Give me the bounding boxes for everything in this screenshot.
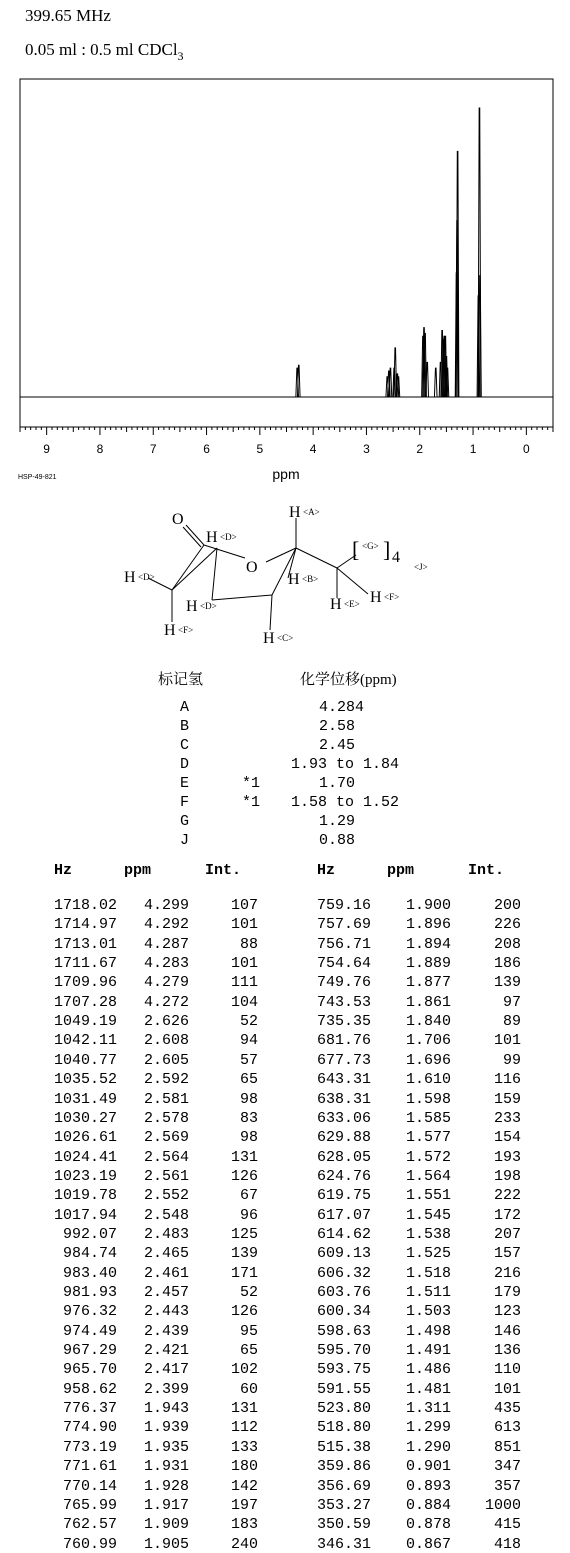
peak-table-cell: 1023.19: [53, 1167, 117, 1185]
peak-table-cell: 1.917: [143, 1496, 189, 1514]
peak-table-cell: 965.70: [62, 1361, 117, 1379]
peak-table-header: ppm: [124, 862, 152, 879]
peak-table-cell: 629.88: [316, 1129, 371, 1147]
peak-table-cell: 749.76: [316, 974, 371, 992]
h-f-right: H: [370, 589, 382, 606]
peak-table-cell: 2.592: [143, 1071, 189, 1089]
peak-table-cell: 171: [230, 1264, 258, 1282]
peak-table-cell: 2.439: [143, 1322, 189, 1340]
assignment-shift: 1.93 to 1.84: [291, 756, 400, 773]
peak-table-cell: 0.884: [405, 1496, 451, 1514]
peak-table-cell: 240: [230, 1535, 258, 1553]
peak-table-cell: 1.943: [143, 1400, 189, 1418]
peak-table-cell: 159: [493, 1090, 521, 1108]
spectrometer-frequency: 399.65 MHz: [25, 6, 111, 25]
peak-table-cell: 765.99: [62, 1496, 117, 1514]
peak-table-cell: 1.861: [405, 993, 451, 1011]
assignment-label: C: [180, 737, 190, 754]
peak-table-cell: 1.299: [405, 1419, 451, 1437]
peak-table-cell: 1.909: [143, 1516, 189, 1534]
peak-table-cell: 94: [239, 1032, 258, 1050]
peak-table-cell: 1.706: [405, 1032, 451, 1050]
assignment-shift: 0.88: [319, 832, 356, 849]
peak-table-cell: 743.53: [316, 993, 371, 1011]
peak-table-cell: 65: [239, 1071, 258, 1089]
peak-table-cell: 1017.94: [53, 1206, 117, 1224]
x-tick-label: 5: [256, 442, 264, 456]
peak-table-cell: 1713.01: [53, 935, 117, 953]
peak-table-cell: 1.935: [143, 1438, 189, 1456]
x-tick-label: 3: [363, 442, 370, 456]
peak-table-cell: 1.511: [405, 1284, 451, 1301]
peak-table-cell: 136: [493, 1342, 521, 1360]
peak-table-cell: 638.31: [316, 1090, 371, 1108]
peak-table-cell: 1.481: [405, 1380, 451, 1398]
h-d-top-tag: <D>: [220, 532, 237, 542]
peak-table-header: Hz: [317, 862, 336, 879]
peak-table-cell: 2.552: [143, 1187, 189, 1205]
h-a: H: [289, 504, 301, 521]
peak-table-cell: 515.38: [316, 1438, 371, 1456]
peak-table-cell: 2.581: [143, 1090, 189, 1108]
peak-table-cell: 593.75: [316, 1361, 371, 1379]
x-tick-label: 2: [416, 442, 424, 456]
peak-table-cell: 52: [239, 1013, 258, 1031]
x-axis-label: ppm: [272, 466, 300, 482]
peak-table-cell: 125: [230, 1225, 258, 1243]
peak-table-cell: 126: [230, 1167, 258, 1185]
peak-table-cell: 756.71: [316, 935, 371, 953]
peak-table-cell: 180: [230, 1458, 258, 1476]
x-tick-label: 8: [96, 442, 104, 456]
peak-table-cell: 1.564: [405, 1167, 451, 1185]
assignment-shift: 2.45: [319, 737, 356, 754]
assignment-shift: 1.58 to 1.52: [291, 794, 400, 811]
peak-table-cell: 1.585: [405, 1109, 451, 1127]
peak-table-cell: 1714.97: [53, 916, 117, 934]
peak-table-cell: 1.894: [405, 935, 451, 953]
spectrum-id: HSP-49-821: [18, 474, 57, 481]
peak-table-cell: 598.63: [316, 1322, 371, 1340]
assignment-shift: 1.29: [319, 813, 356, 830]
peak-table-cell: 347: [493, 1458, 521, 1476]
peak-table-cell: 2.483: [143, 1225, 189, 1243]
h-d-left: H: [124, 569, 136, 586]
peak-table-cell: 1.545: [405, 1206, 451, 1224]
peak-table-cell: 2.399: [143, 1380, 189, 1398]
peak-table-cell: 1019.78: [53, 1187, 117, 1205]
peak-table-cell: 65: [239, 1342, 258, 1360]
peak-table-cell: 359.86: [316, 1458, 371, 1476]
peak-table-cell: 958.62: [62, 1380, 117, 1398]
peak-table-cell: 200: [493, 897, 521, 914]
h-e-tag: <E>: [344, 599, 360, 609]
h-c: H: [263, 630, 275, 647]
peak-table-cell: 4.292: [143, 916, 189, 934]
peak-table-cell: 111: [230, 974, 258, 992]
peak-table-cell: 760.99: [62, 1535, 117, 1553]
peak-table-cell: 1035.52: [53, 1071, 117, 1089]
peak-table-cell: 762.57: [62, 1516, 117, 1534]
peak-table-cell: 126: [230, 1303, 258, 1321]
peak-table-cell: 123: [493, 1303, 521, 1321]
x-tick-label: 7: [149, 442, 157, 456]
assignment-label: J: [180, 832, 190, 849]
peak-table-cell: 4.272: [143, 993, 189, 1011]
peak-table-cell: 754.64: [316, 955, 371, 973]
peak-table-cell: 0.878: [405, 1516, 451, 1534]
peak-table-cell: 1.577: [405, 1129, 451, 1147]
peak-table-cell: 4.283: [143, 955, 189, 973]
peak-table-cell: 681.76: [316, 1032, 371, 1050]
peak-table-cell: 1042.11: [53, 1032, 117, 1050]
sample-text: 0.05 ml : 0.5 ml CDCl: [25, 40, 178, 59]
peak-table-cell: 104: [230, 993, 258, 1011]
peak-table-cell: 1030.27: [53, 1109, 117, 1127]
molecule-structure: [0, 0, 570, 660]
peak-table-cell: 157: [493, 1245, 521, 1263]
peak-table-cell: 976.32: [62, 1303, 117, 1321]
peak-table-cell: 1711.67: [53, 955, 117, 973]
peak-table-header: Int.: [468, 862, 505, 879]
bracket-open: [: [352, 537, 360, 562]
peak-table-cell: 52: [239, 1284, 258, 1301]
peak-table-cell: 1.538: [405, 1225, 451, 1243]
peak-table-cell: 2.564: [143, 1148, 189, 1166]
peak-table-cell: 179: [493, 1284, 521, 1301]
peak-table-cell: 851: [493, 1438, 521, 1456]
peak-table-cell: 974.49: [62, 1322, 117, 1340]
peak-table-cell: 435: [493, 1400, 521, 1418]
peak-table-cell: 346.31: [316, 1535, 371, 1553]
peak-table-cell: 131: [230, 1148, 258, 1166]
peak-table-cell: 116: [493, 1071, 521, 1089]
peak-table-cell: 0.901: [405, 1458, 451, 1476]
peak-table-cell: 1.518: [405, 1264, 451, 1282]
x-tick-label: 6: [203, 442, 210, 456]
x-tick-label: 9: [43, 442, 50, 456]
peak-table-cell: 1.572: [405, 1148, 451, 1166]
peak-table-cell: 1024.41: [53, 1148, 117, 1166]
h-e: H: [330, 596, 342, 613]
repeat-count: 4: [392, 549, 400, 566]
peak-table-cell: 1.939: [143, 1419, 189, 1437]
peak-table-cell: 112: [230, 1419, 258, 1437]
peak-table-cell: 0.893: [405, 1477, 451, 1495]
peak-table-cell: 2.417: [143, 1361, 189, 1379]
peak-table-cell: 1031.49: [53, 1090, 117, 1108]
peak-table-cell: 619.75: [316, 1187, 371, 1205]
peak-table-cell: 774.90: [62, 1419, 117, 1437]
assignment-label: E: [180, 775, 190, 792]
peak-table-cell: 95: [239, 1322, 258, 1340]
peak-table-cell: 83: [239, 1109, 258, 1127]
x-tick-label: 4: [309, 442, 317, 456]
peak-table-cell: 198: [493, 1167, 521, 1185]
j-tag: <J>: [414, 562, 428, 572]
peak-table-cell: 98: [239, 1129, 258, 1147]
assignment-note: *1: [242, 775, 261, 792]
peak-table-cell: 1718.02: [53, 897, 117, 914]
peak-table-cell: 523.80: [316, 1400, 371, 1418]
peak-table-cell: 2.461: [143, 1264, 189, 1282]
peak-table-cell: 350.59: [316, 1516, 371, 1534]
g-tag: <G>: [362, 541, 379, 551]
peak-table-cell: 357: [493, 1477, 521, 1495]
peak-table-cell: 1.696: [405, 1051, 451, 1069]
h-f-right-tag: <F>: [384, 592, 400, 602]
peak-table-cell: 677.73: [316, 1051, 371, 1069]
h-d-mid-tag: <D>: [200, 601, 217, 611]
peak-table-cell: 759.16: [316, 897, 371, 914]
peak-table-cell: 2.605: [143, 1051, 189, 1069]
peak-table-cell: 606.32: [316, 1264, 371, 1282]
peak-table-cell: 2.561: [143, 1167, 189, 1185]
peak-table-cell: 628.05: [316, 1148, 371, 1166]
peak-table-cell: 1.525: [405, 1245, 451, 1263]
peak-table-cell: 1.931: [143, 1458, 189, 1476]
peak-table-cell: 614.62: [316, 1225, 371, 1243]
peak-table-cell: 1707.28: [53, 993, 117, 1011]
peak-table-cell: 67: [239, 1187, 258, 1205]
peak-table-cell: 88: [239, 935, 258, 953]
peak-table-cell: 1709.96: [53, 974, 117, 992]
peak-table-cell: 1.877: [405, 974, 451, 992]
peak-table-cell: 735.35: [316, 1013, 371, 1031]
h-b: H: [288, 571, 300, 588]
peak-table-cell: 226: [493, 916, 521, 934]
peak-table-cell: 643.31: [316, 1071, 371, 1089]
peak-table-cell: 101: [493, 1032, 521, 1050]
peak-table-cell: 1.610: [405, 1071, 451, 1089]
peak-table-cell: 2.421: [143, 1342, 189, 1360]
x-tick-label: 1: [469, 442, 477, 456]
peak-table-header: ppm: [387, 862, 415, 879]
peak-table-cell: 1.503: [405, 1303, 451, 1321]
peak-table-cell: 4.287: [143, 935, 189, 953]
peak-table-cell: 1049.19: [53, 1013, 117, 1031]
peak-table-cell: 1.486: [405, 1361, 451, 1379]
peak-table-cell: 633.06: [316, 1109, 371, 1127]
peak-table-cell: 992.07: [62, 1225, 117, 1243]
peak-table-cell: 146: [493, 1322, 521, 1340]
peak-table-cell: 1026.61: [53, 1129, 117, 1147]
peak-table-cell: 208: [493, 935, 521, 953]
peak-table-header: Hz: [54, 862, 73, 879]
h-d-mid: H: [186, 598, 198, 615]
peak-table-cell: 154: [493, 1129, 521, 1147]
peak-table-cell: 1.889: [405, 955, 451, 973]
peak-table-cell: 773.19: [62, 1438, 117, 1456]
peak-table-cell: 1000: [484, 1496, 521, 1514]
peak-table-cell: 186: [493, 955, 521, 973]
peak-table-cell: 97: [502, 993, 521, 1011]
peak-table-cell: 101: [493, 1380, 521, 1398]
peak-table-cell: 222: [493, 1187, 521, 1205]
peak-table-cell: 983.40: [62, 1264, 117, 1282]
peak-table-cell: 216: [493, 1264, 521, 1282]
peak-table-cell: 96: [239, 1206, 258, 1224]
structure-bonds: [148, 518, 368, 630]
peak-table-cell: 2.465: [143, 1245, 189, 1263]
peak-table-cell: 2.443: [143, 1303, 189, 1321]
peak-table-cell: 591.55: [316, 1380, 371, 1398]
peak-table-cell: 131: [230, 1400, 258, 1418]
peak-table-cell: 57: [239, 1051, 258, 1069]
peak-table-cell: 757.69: [316, 916, 371, 934]
assignment-label: F: [180, 794, 190, 811]
peak-table-cell: 89: [502, 1013, 521, 1031]
peak-table-cell: 101: [230, 916, 258, 934]
sample-subscript: 3: [177, 49, 184, 63]
peak-table-cell: 595.70: [316, 1342, 371, 1360]
peak-table-cell: 776.37: [62, 1400, 117, 1418]
h-c-tag: <C>: [277, 633, 294, 643]
peak-table-cell: 207: [493, 1225, 521, 1243]
peak-table-cell: 1.290: [405, 1438, 451, 1456]
assignment-label: A: [180, 699, 190, 716]
peak-table-cell: 356.69: [316, 1477, 371, 1495]
peak-table-cell: 1.905: [143, 1535, 189, 1553]
peak-table-cell: 415: [493, 1516, 521, 1534]
peak-table-cell: 4.299: [143, 897, 189, 914]
assignment-shift: 4.284: [319, 699, 365, 716]
peak-table-cell: 603.76: [316, 1284, 371, 1301]
peak-table-cell: 60: [239, 1380, 258, 1398]
assignment-note: *1: [242, 794, 261, 811]
peak-table-cell: 107: [230, 897, 258, 914]
peak-table-cell: 2.626: [143, 1013, 189, 1031]
peak-table-cell: 1040.77: [53, 1051, 117, 1069]
peak-table-cell: 770.14: [62, 1477, 117, 1495]
ring-oxygen: O: [246, 559, 258, 576]
peak-table-cell: 624.76: [316, 1167, 371, 1185]
structure-labels: [124, 504, 428, 647]
peak-table-cell: 1.551: [405, 1187, 451, 1205]
peak-table-cell: 1.928: [143, 1477, 189, 1495]
peak-table-cell: 2.457: [143, 1284, 189, 1301]
peak-table-cell: 139: [230, 1245, 258, 1263]
peak-table-cell: 197: [230, 1496, 258, 1514]
peak-table-cell: 1.491: [405, 1342, 451, 1360]
peak-table-cell: 617.07: [316, 1206, 371, 1224]
h-a-tag: <A>: [303, 507, 320, 517]
peak-table-cell: 600.34: [316, 1303, 371, 1321]
assignment-shift: 2.58: [319, 718, 356, 735]
peak-table-cell: 98: [239, 1090, 258, 1108]
peak-table-cell: 139: [493, 974, 521, 992]
peak-table-cell: 353.27: [316, 1496, 371, 1514]
peak-table-cell: 2.569: [143, 1129, 189, 1147]
h-d-left-tag: <D>: [138, 572, 155, 582]
peak-table-cell: 2.548: [143, 1206, 189, 1224]
h-f-left: H: [164, 622, 176, 639]
peak-table-cell: 4.279: [143, 974, 189, 992]
peak-table-cell: 967.29: [62, 1342, 117, 1360]
assignment-header-label: 标记氢: [158, 672, 204, 688]
peak-table-cell: 1.498: [405, 1322, 451, 1340]
peak-table-cell: 418: [493, 1535, 521, 1553]
assignment-header-shift: 化学位移(ppm): [300, 672, 397, 688]
peak-table-cell: 183: [230, 1516, 258, 1534]
peak-table-header: Int.: [205, 862, 242, 879]
peak-table-cell: 1.896: [405, 916, 451, 934]
assignment-label: D: [180, 756, 190, 773]
peak-table-cell: 233: [493, 1109, 521, 1127]
peak-table-cell: 0.867: [405, 1535, 451, 1553]
peak-table-cell: 101: [230, 955, 258, 973]
peak-table-cell: 1.900: [405, 897, 451, 914]
peak-table-cell: 102: [230, 1361, 258, 1379]
peak-table-cell: 133: [230, 1438, 258, 1456]
h-b-tag: <B>: [302, 574, 319, 584]
peak-table-cell: 1.598: [405, 1090, 451, 1108]
peak-table-cell: 984.74: [62, 1245, 117, 1263]
peak-table-cell: 2.578: [143, 1109, 189, 1127]
peak-table-cell: 1.311: [405, 1400, 451, 1418]
peak-table-cell: 193: [493, 1148, 521, 1166]
peak-table-cell: 2.608: [143, 1032, 189, 1050]
assignment-shift: 1.70: [319, 775, 356, 792]
peak-table-cell: 613: [493, 1419, 521, 1437]
peak-table-cell: 609.13: [316, 1245, 371, 1263]
h-d-top: H: [206, 529, 218, 546]
carbonyl-oxygen: O: [172, 511, 184, 528]
peak-table-cell: 110: [493, 1361, 521, 1379]
peak-table-cell: 518.80: [316, 1419, 371, 1437]
peak-table-cell: 172: [493, 1206, 521, 1224]
peak-table-cell: 142: [230, 1477, 258, 1495]
assignment-label: B: [180, 718, 190, 735]
peak-table-cell: 771.61: [62, 1458, 117, 1476]
peak-table-cell: 99: [502, 1051, 521, 1069]
peak-table-cell: 1.840: [405, 1013, 451, 1031]
bracket-close: ]: [383, 537, 391, 562]
x-tick-label: 0: [523, 442, 530, 456]
assignment-label: G: [180, 813, 190, 830]
peak-table-cell: 981.93: [62, 1284, 117, 1301]
h-f-left-tag: <F>: [178, 625, 194, 635]
